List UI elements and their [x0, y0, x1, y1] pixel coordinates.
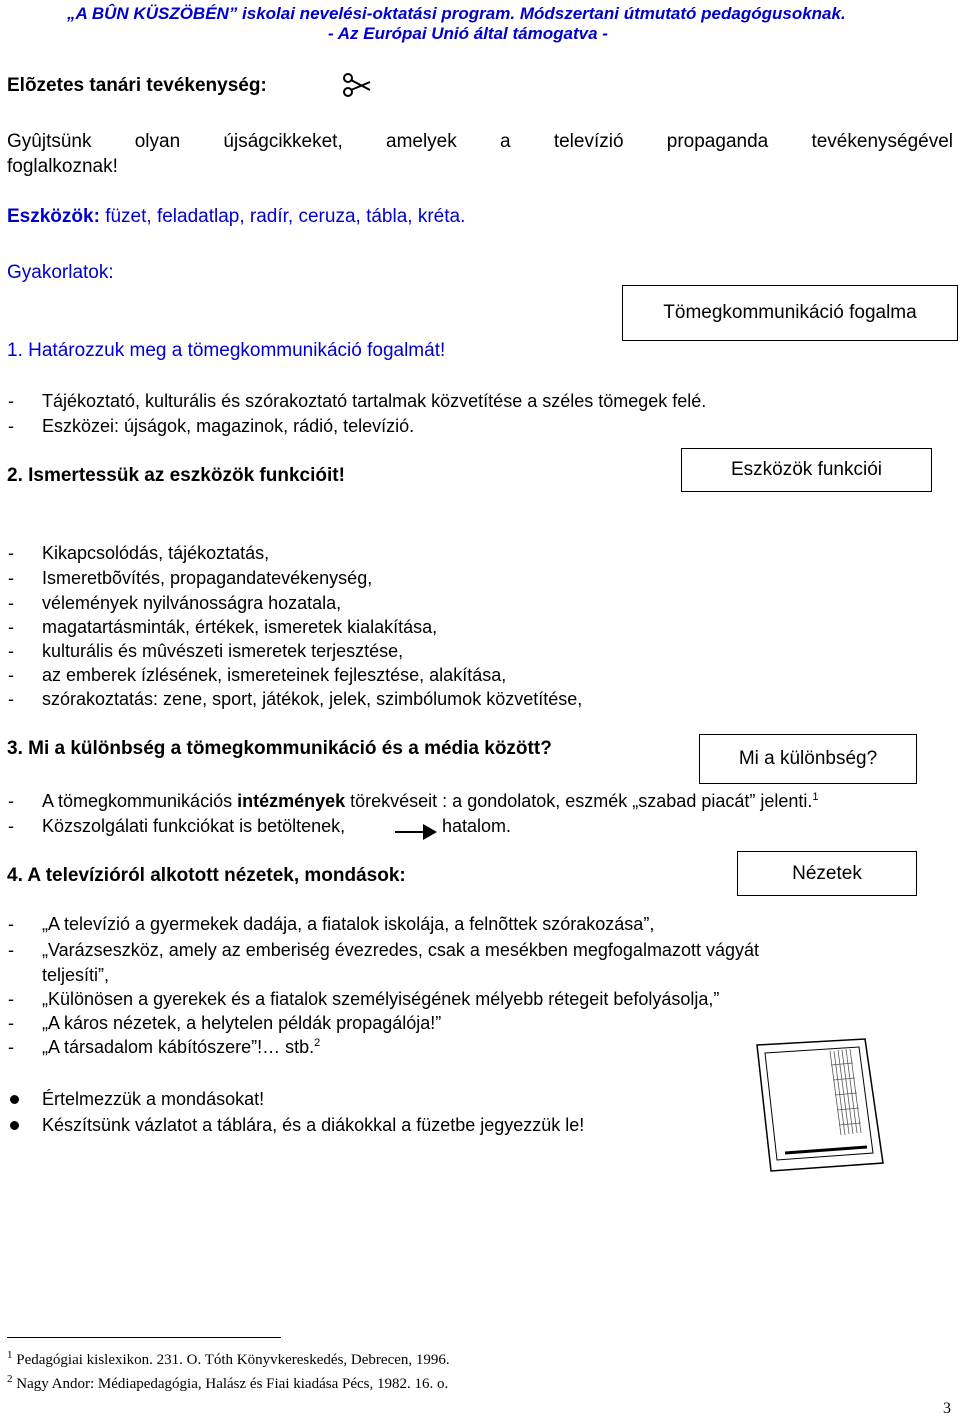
ex4-heading: 4. A televízióról alkotott nézetek, mondások: — [7, 865, 406, 886]
views-box — [737, 851, 917, 896]
ex1-heading: 1. Határozzuk meg a tömegkommunikáció fogalmát! — [7, 340, 446, 361]
intro-text-line1: Gyûjtsünk olyan újságcikkeket, amelyek a televízió propaganda tevékenységével — [7, 131, 953, 152]
tools-text: füzet, feladatlap, radír, ceruza, tábla, kréta. — [99, 206, 466, 227]
intro-title: Elõzetes tanári tevékenység: — [7, 75, 267, 96]
concept-box — [622, 285, 958, 341]
header-line2: - Az Európai Unió által támogatva - — [328, 24, 608, 43]
header-line1: „A BÛN KÜSZÖBÉN” iskolai nevelési-oktatási program. Módszertani útmutató pedagógusoknak. — [67, 4, 846, 23]
footnote-1: $^1$ Pedagógiai kislexikon. 231. O. Tóth Könyvkereskedés, Debrecen, 1996. — [7, 1349, 450, 1368]
ex3-heading: 3. Mi a különbség a tömegkommunikáció és a média között? — [7, 738, 552, 759]
chalkboard-illustration — [745, 1035, 895, 1175]
arrow-right-icon — [393, 818, 439, 840]
tools-line — [7, 205, 465, 229]
ex4-item-2-cont: teljesíti”, — [42, 965, 110, 985]
footnote-2: $^2$ Nagy Andor: Médiapedagógia, Halász és Fiai kiadása Pécs, 1982. 16. o. — [7, 1373, 449, 1392]
functions-box — [681, 448, 932, 492]
concept-box-label: Tömegkommunikáció fogalma — [663, 302, 917, 323]
scissors-icon — [342, 72, 372, 98]
difference-box — [699, 734, 917, 784]
views-box-label: Nézetek — [792, 862, 862, 884]
intro-text-line2: foglalkoznak! — [7, 156, 118, 177]
ex3-item-2-end: hatalom. — [442, 816, 512, 836]
difference-box-label: Mi a különbség? — [738, 748, 878, 769]
exercises-label: Gyakorlatok: — [7, 262, 114, 283]
functions-box-label: Eszközök funkciói — [730, 459, 882, 480]
tools-label: Eszközök: — [7, 206, 100, 227]
page-number: 3 — [943, 1400, 951, 1417]
footnote-divider — [7, 1337, 281, 1338]
ex2-heading: 2. Ismertessük az eszközök funkcióit! — [7, 465, 345, 486]
